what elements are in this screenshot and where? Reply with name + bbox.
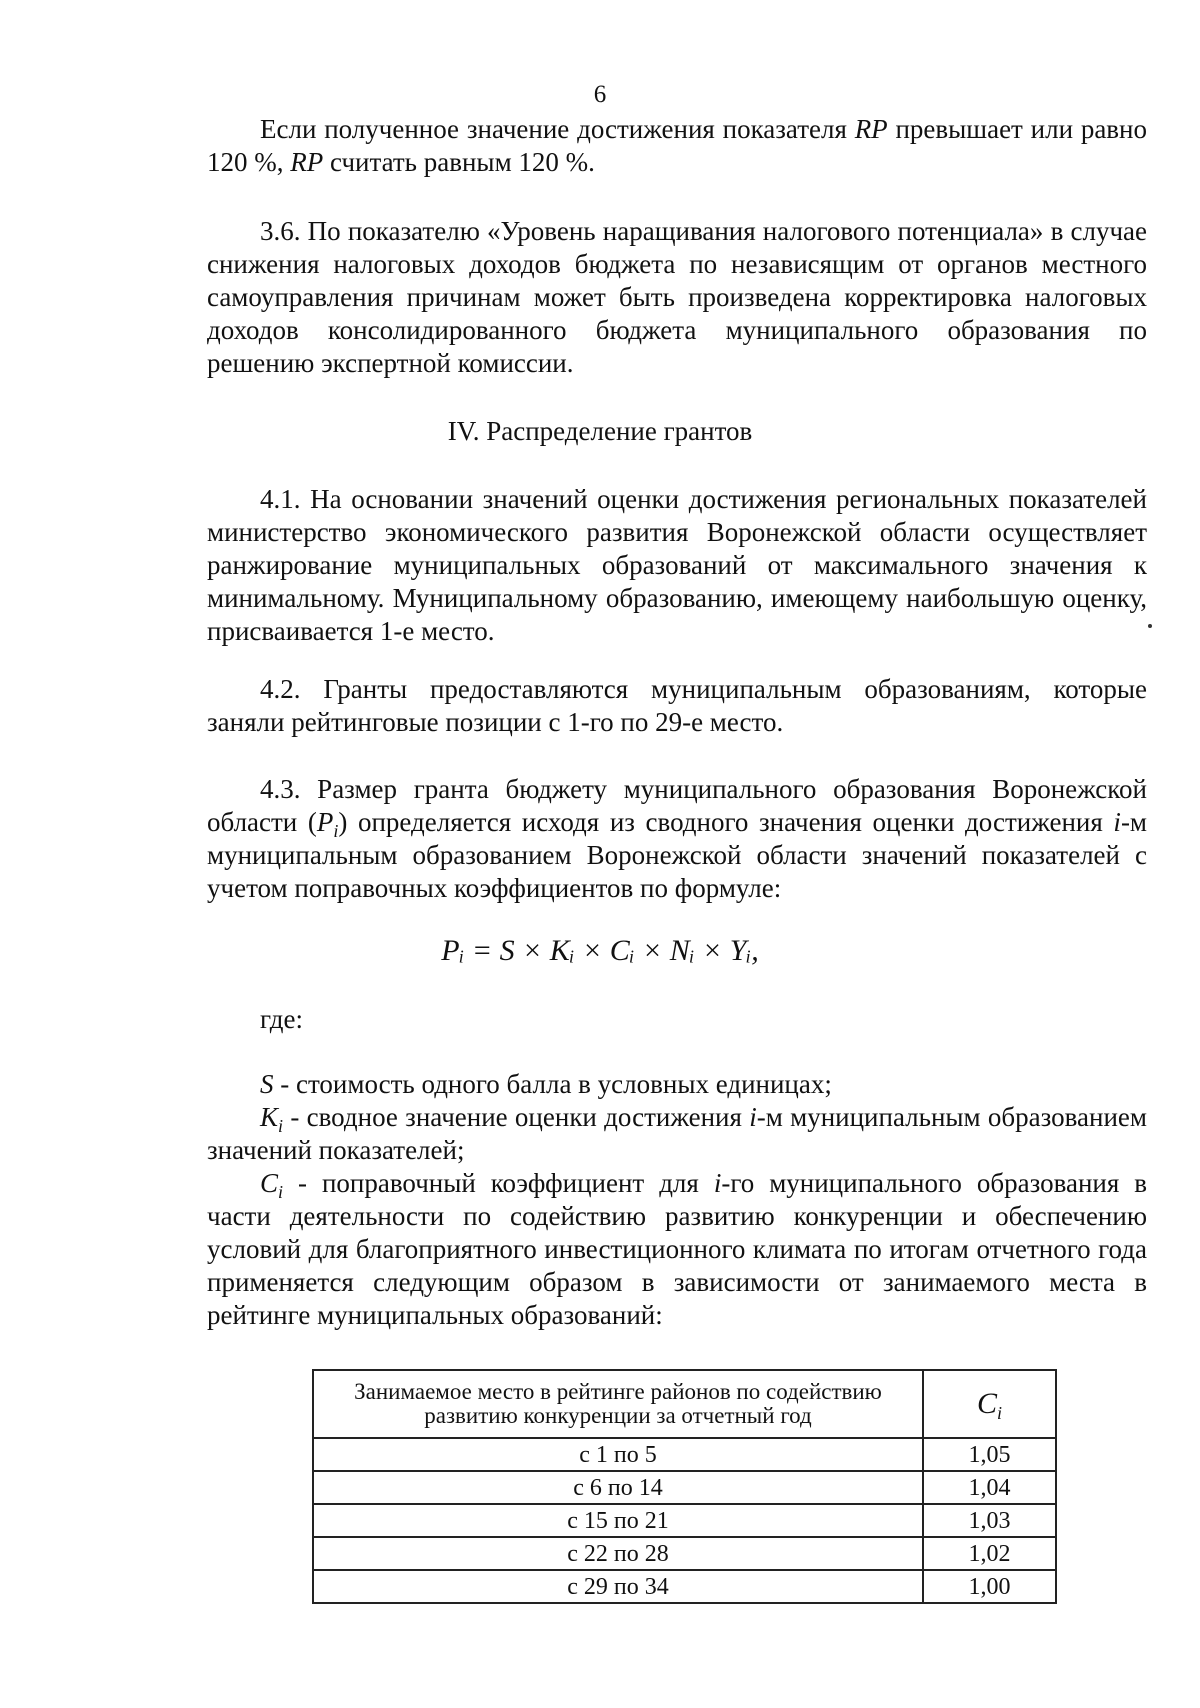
- definition-k: $K_i$ - сводное значение оценки достижения i-м муниципальным образованием значений показателей;: [207, 1102, 1147, 1165]
- table-row: [313, 1438, 1056, 1471]
- table-header-coefficient: $C_i$: [923, 1370, 1056, 1438]
- table-cell-coefficient: 1,00: [923, 1570, 1056, 1603]
- table-row: [313, 1504, 1056, 1537]
- paragraph-4-2: 4.2. Гранты предоставляются муниципальным образованиям, которые заняли рейтинговые позиции с 1-го по 29-е место.: [207, 674, 1147, 737]
- table-cell-place: с 1 по 5: [313, 1438, 923, 1471]
- table-cell-coefficient: 1,03: [923, 1504, 1056, 1537]
- table-cell-coefficient: 1,05: [923, 1438, 1056, 1471]
- table-cell-place: с 29 по 34: [313, 1570, 923, 1603]
- paragraph-rp-limit: Если полученное значение достижения показателя RP превышает или равно 120 %, RP считать равным 120 %.: [207, 114, 1147, 177]
- table-row: [313, 1570, 1056, 1603]
- paragraph-4-1: 4.1. На основании значений оценки достижения региональных показателей министерство экономического развития Воронежской области осуществляет ранжирование муниципальных образований от максимального значения к минимальному. Муниципальному образованию, имеющему наибольшую оценку, присваивается 1-е место.: [207, 484, 1147, 646]
- table-row: [313, 1471, 1056, 1504]
- paragraph-4-3: 4.3. Размер гранта бюджету муниципального образования Воронежской области $(P_i)$ определяется исходя из сводного значения оценки достижения i-м муниципальным образованием Воронежской области значений показателей с учетом поправочных коэффициентов по формуле:: [207, 774, 1148, 903]
- table-header-place: Занимаемое место в рейтинге районов по содействию развитию конкуренции за отчетный год: [313, 1370, 923, 1438]
- where-label: где:: [260, 1004, 303, 1034]
- table-cell-coefficient: 1,04: [923, 1471, 1056, 1504]
- table-cell-place: с 15 по 21: [313, 1504, 923, 1537]
- paragraph-3-6: 3.6. По показателю «Уровень наращивания налогового потенциала» в случае снижения налоговых доходов бюджета по независящим от органов местного самоуправления причинам может быть произведена корректировка налоговых доходов консолидированного бюджета муниципального образования по решению экспертной комиссии.: [207, 216, 1147, 378]
- definition-s: S - стоимость одного балла в условных единицах;: [260, 1069, 832, 1099]
- grant-formula: Pᵢ = S × Kᵢ × Cᵢ × Nᵢ × Yᵢ,: [441, 934, 759, 967]
- table-cell-coefficient: 1,02: [923, 1537, 1056, 1570]
- definition-c: $C_i$ - поправочный коэффициент для i-го муниципального образования в части деятельности по содействию развитию конкуренции и обеспечению условий для благоприятного инвестиционного климата по итогам отчетного года применяется следующим образом в зависимости от занимаемого места в рейтинге муниципальных образований:: [207, 1168, 1148, 1330]
- table-header-row: [313, 1370, 1056, 1438]
- coefficient-table: [312, 1369, 1057, 1604]
- table-row: [313, 1537, 1056, 1570]
- page-number: 6: [593, 81, 607, 108]
- table-cell-place: с 6 по 14: [313, 1471, 923, 1504]
- section-heading: IV. Распределение грантов: [447, 416, 753, 446]
- table-cell-place: с 22 по 28: [313, 1537, 923, 1570]
- stray-mark: [1148, 624, 1152, 628]
